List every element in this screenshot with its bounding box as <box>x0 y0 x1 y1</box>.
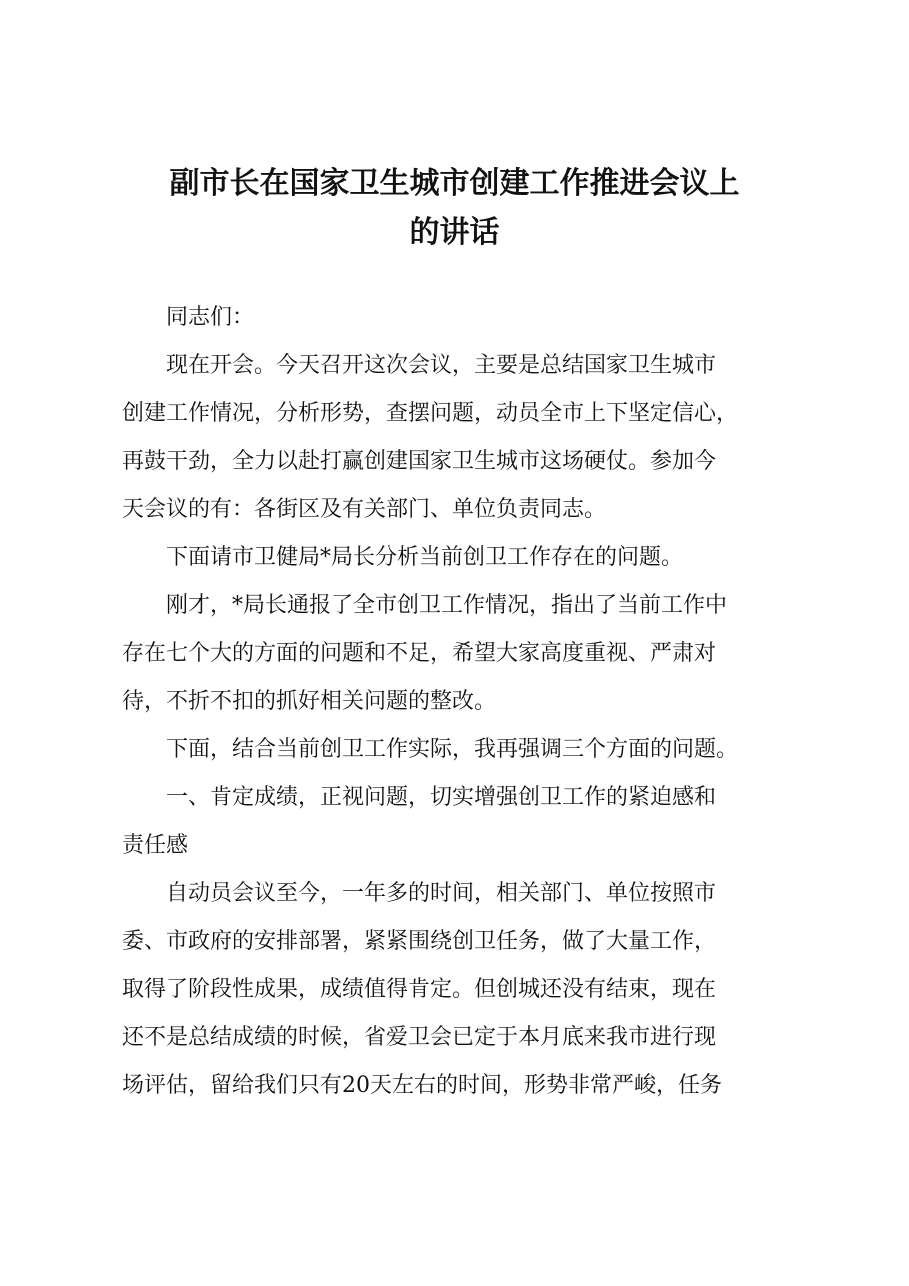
section-heading-line: 责任感 <box>122 833 189 858</box>
document-title-line-1: 副市长在国家卫生城市创建工作推进会议上 <box>169 166 740 201</box>
body-line: 创建工作情况，分析形势，查摆问题，动员全市上下坚定信心， <box>122 401 739 426</box>
body-line: 取得了阶段性成果，成绩值得肯定。但创城还没有结束，现在 <box>122 977 717 1002</box>
body-line: 自动员会议至今，一年多的时间，相关部门、单位按照市 <box>122 881 717 906</box>
body-line: 下面，结合当前创卫工作实际，我再强调三个方面的问题。 <box>122 737 739 762</box>
body-line: 还不是总结成绩的时候，省爱卫会已定于本月底来我市进行现 <box>122 1025 717 1050</box>
body-line: 委、市政府的安排部署，紧紧围绕创卫任务，做了大量工作， <box>122 929 717 954</box>
body-line: 再鼓干劲，全力以赴打赢创建国家卫生城市这场硬仗。参加今 <box>122 449 717 474</box>
section-heading-line: 一、肯定成绩，正视问题，切实增强创卫工作的紧迫感和 <box>122 785 717 810</box>
salutation-line: 同志们： <box>122 305 255 330</box>
body-line: 现在开会。今天召开这次会议，主要是总结国家卫生城市 <box>122 353 717 378</box>
body-line: 存在七个大的方面的问题和不足，希望大家高度重视、严肃对 <box>122 641 717 666</box>
body-line: 刚才，*局长通报了全市创卫工作情况，指出了当前工作中 <box>122 593 728 618</box>
body-line: 天会议的有：各街区及有关部门、单位负责同志。 <box>122 497 607 522</box>
document-title-line-2: 的讲话 <box>409 215 500 250</box>
body-line: 待，不折不扣的抓好相关问题的整改。 <box>122 689 497 714</box>
body-line: 下面请市卫健局*局长分析当前创卫工作存在的问题。 <box>122 545 684 570</box>
body-line: 场评估，留给我们只有20天左右的时间，形势非常严峻，任务 <box>122 1073 722 1098</box>
